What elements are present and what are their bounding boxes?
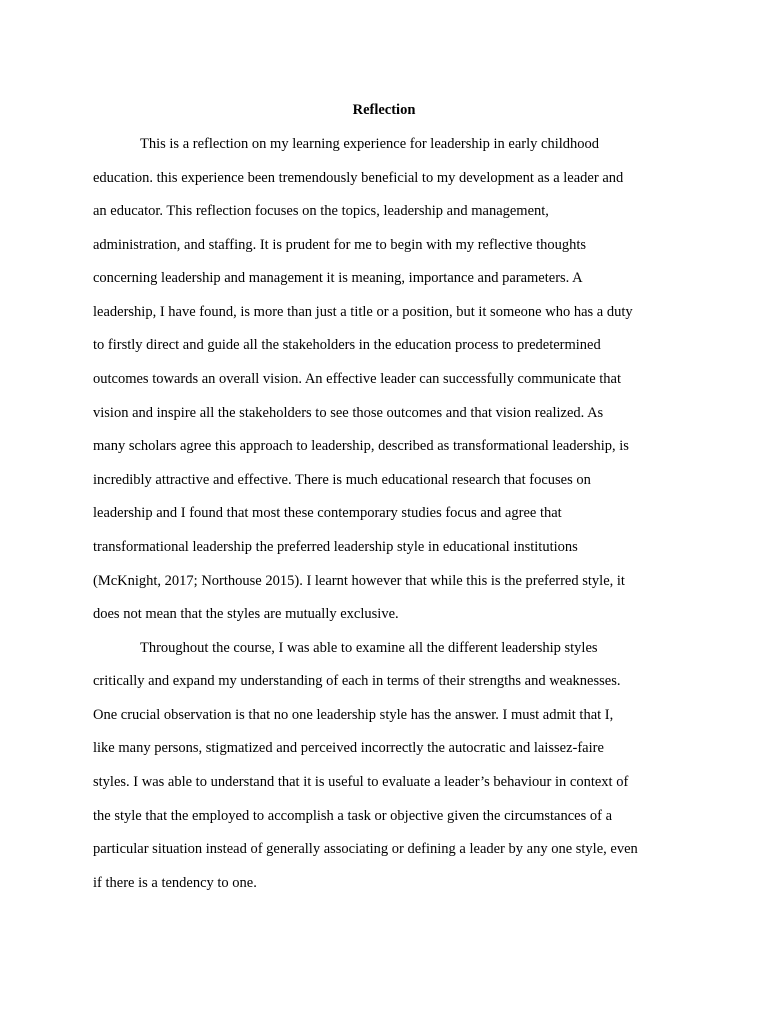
paragraph-line: the style that the employed to accomplish a task or objective given the circumstances of a bbox=[93, 808, 613, 824]
paragraph-line: to firstly direct and guide all the stakeholders in the education process to predetermined bbox=[93, 337, 601, 353]
paragraph-line: outcomes towards an overall vision. An effective leader can successfully communicate that bbox=[93, 371, 621, 387]
paragraph-line: leadership and I found that most these contemporary studies focus and agree that bbox=[93, 505, 562, 521]
paragraph-line: like many persons, stigmatized and perceived incorrectly the autocratic and laissez-faire bbox=[93, 740, 604, 756]
paragraph-line: administration, and staffing. It is prudent for me to begin with my reflective thoughts bbox=[93, 237, 587, 253]
paragraph-line: transformational leadership the preferred leadership style in educational institutions bbox=[93, 539, 578, 555]
paragraph-line: concerning leadership and management it is meaning, importance and parameters. A bbox=[93, 270, 583, 286]
paragraph-line: many scholars agree this approach to leadership, described as transformational leadership, is bbox=[93, 438, 629, 454]
paragraph-line: critically and expand my understanding of each in terms of their strengths and weaknesses. bbox=[93, 673, 621, 689]
paragraph-line: incredibly attractive and effective. There is much educational research that focuses on bbox=[93, 472, 591, 488]
paragraph-line: One crucial observation is that no one leadership style has the answer. I must admit that I, bbox=[93, 707, 614, 723]
paragraph-line: education. this experience been tremendously beneficial to my development as a leader and bbox=[93, 170, 624, 186]
document-title: Reflection bbox=[352, 102, 416, 118]
paragraph-line: styles. I was able to understand that it is useful to evaluate a leader’s behaviour in context of bbox=[93, 774, 629, 790]
paragraph-line: vision and inspire all the stakeholders to see those outcomes and that vision realized. As bbox=[93, 405, 604, 421]
paragraph-line: if there is a tendency to one. bbox=[93, 875, 257, 891]
paragraph-line: particular situation instead of generally associating or defining a leader by any one style, even bbox=[93, 841, 638, 857]
paragraph-line: This is a reflection on my learning experience for leadership in early childhood bbox=[140, 136, 600, 152]
paragraph-line: an educator. This reflection focuses on the topics, leadership and management, bbox=[93, 203, 549, 219]
paragraph-line: Throughout the course, I was able to examine all the different leadership styles bbox=[140, 640, 598, 656]
paragraph-line: does not mean that the styles are mutually exclusive. bbox=[93, 606, 399, 622]
paragraph-line: leadership, I have found, is more than just a title or a position, but it someone who has a duty bbox=[93, 304, 633, 320]
paragraph-line: (McKnight, 2017; Northouse 2015). I learnt however that while this is the preferred style, it bbox=[93, 573, 625, 589]
